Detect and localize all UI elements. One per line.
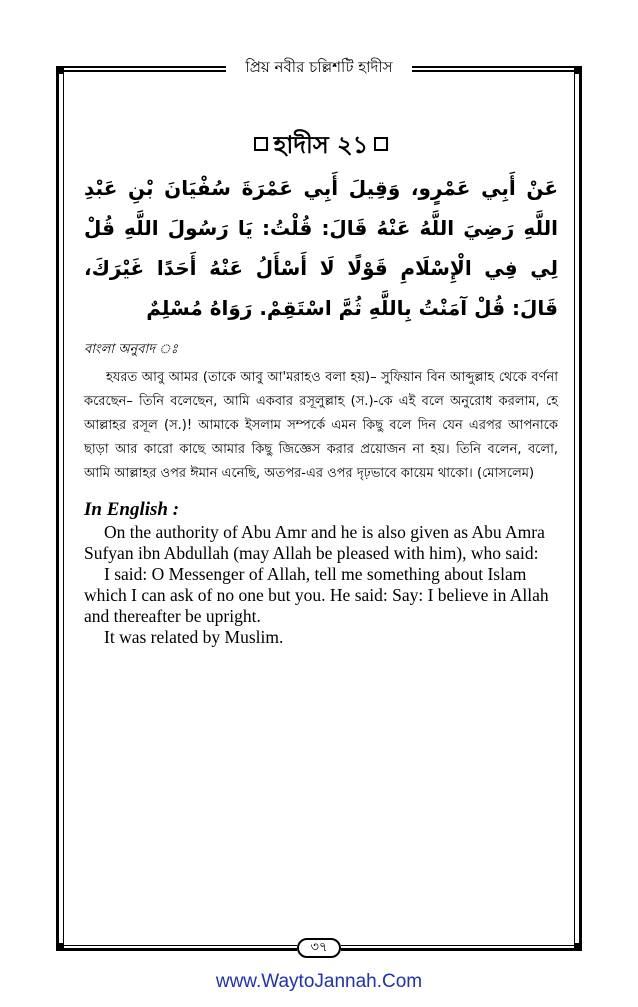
bangla-translation-text: হযরত আবু আমর (তাকে আবু আ'মরাহও বলা হয়)– সুফিয়ান বিন আব্দুল্লাহ থেকে বর্ণনা করেছেন– তিনি বলেছেন, আমি একবার রসূলুল্লাহ (স.)-কে এই বলে অনুরোধ করলাম, হে আল্লাহর রসূল (স.)! আমাকে ইসলাম সম্পর্কে এমন কিছু বলে দিন যেন এরপর আপনাকে ছাড়া আর কারো কাছে আমার কিছু জিজ্ঞেস করার প্রয়োজন না হয়। তিনি বলেন, বলো, আমি আল্লাহর ওপর ঈমান এনেছি, অতপর-এর ওপর দৃঢ়ভাবে কায়েম থাকো। (মোসলেম) [84, 370, 558, 481]
arabic-hadith-text: عَنْ أَبِي عَمْرٍو، وَقِيلَ أَبِي عَمْرَةَ سُفْيَانَ بْنِ عَبْدِ اللَّهِ رَضِيَ اللَّهُ عَنْهُ قَالَ: قُلْتُ: يَا رَسُولَ اللَّهِ قُلْ لِي فِي الْإِسْلَامِ قَوْلًا لَا أَسْأَلُ عَنْهُ أَحَدًا غَيْرَكَ، قَالَ: قُلْ آمَنْتُ بِاللَّهِ ثُمَّ اسْتَقِمْ. رَوَاهُ مُسْلِمٌ [84, 176, 558, 320]
hadith-heading [84, 130, 558, 160]
frame-corner-bottom-left [56, 943, 64, 951]
english-paragraph-2: I said: O Messenger of Allah, tell me something about Islam which I can ask of no one but you. He said: Say: I believe in Allah and thereafter be upright. [84, 564, 549, 626]
running-title: প্রিয় নবীর চল্লিশটি হাদীস [245, 58, 393, 76]
website-link[interactable]: www.WaytoJannah.Com [215, 971, 423, 992]
square-bullet-icon [374, 137, 388, 151]
frame-border-left [56, 66, 64, 951]
hadith-heading-text: হাদীস ২১ [273, 131, 369, 159]
english-heading: In English : [84, 499, 180, 520]
square-bullet-icon [254, 137, 268, 151]
english-paragraph-1: On the authority of Abu Amr and he is also given as Abu Amra Sufyan ibn Abdullah (may Allah be pleased with him), who said: [84, 522, 545, 563]
page-number: ৩৭ [297, 938, 341, 958]
frame-border-bottom-right [341, 945, 582, 951]
header-rule-right [412, 66, 582, 72]
frame-border-right [574, 66, 582, 951]
bangla-translation-label: বাংলা অনুবাদ ঃ [84, 342, 178, 357]
english-paragraph-3: It was related by Muslim. [104, 627, 284, 647]
header-rule-left [56, 66, 226, 72]
frame-corner-bottom-right [574, 943, 582, 951]
frame-border-bottom-left [56, 945, 297, 951]
page-content [84, 130, 558, 648]
